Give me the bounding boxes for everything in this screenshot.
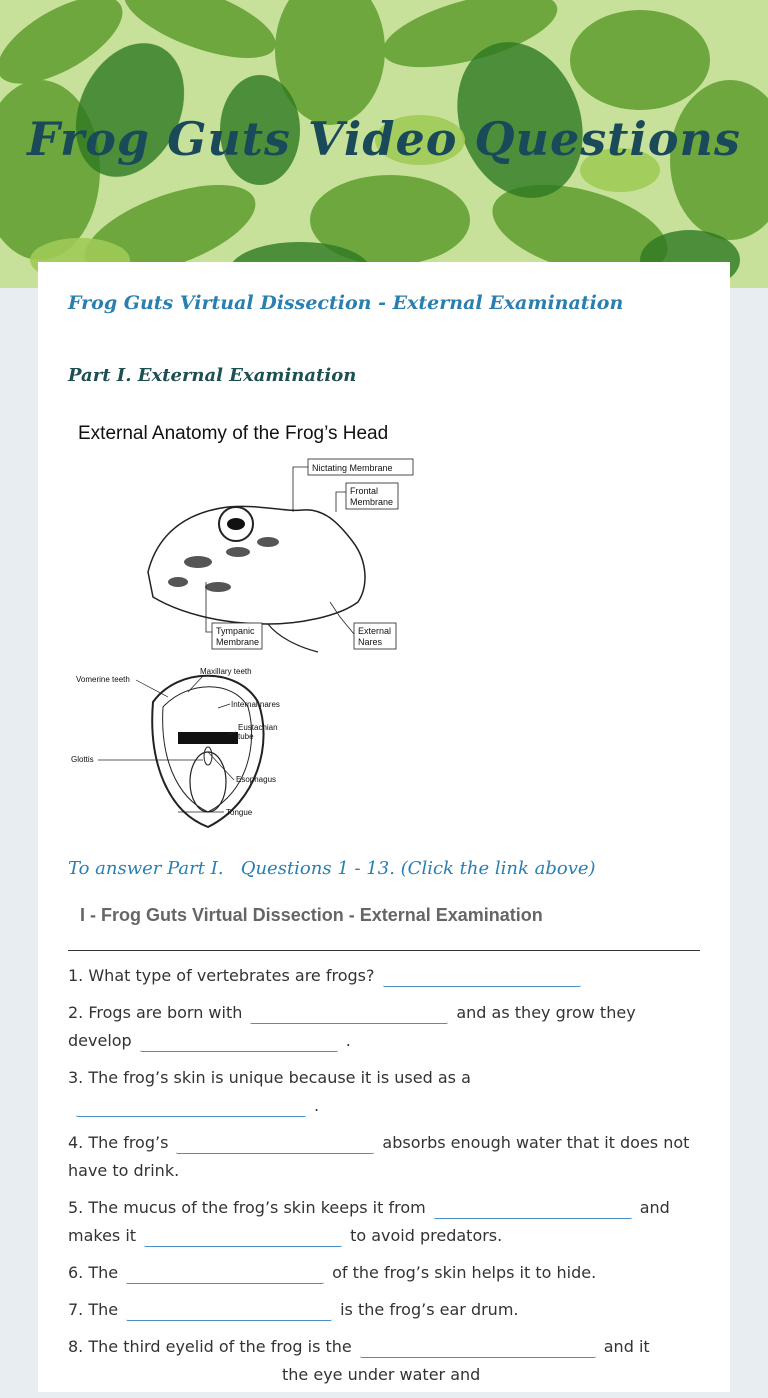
question-text: and makes it [68,1198,670,1245]
label-internal-nares: Internal nares [231,700,280,709]
label-frontal-line2: Membrane [350,497,394,507]
question-list [68,962,700,1398]
label-esophagus: Esophagus [236,775,277,784]
frog-spot [168,577,188,587]
question-7 [68,1296,700,1324]
label-glottis: Glottis [71,755,94,764]
question-text: . [345,1031,351,1050]
label-external-line1: External [358,626,392,636]
answer-blank-8[interactable] [360,1337,596,1358]
part-heading: Part I. External Examination [68,365,357,386]
question-text: 7. The [68,1300,119,1319]
question-3 [68,1064,700,1120]
frog-spot [257,537,279,547]
label-tympanic-line2: Membrane [216,637,260,647]
label-tympanic-line1: Tympanic [216,626,255,636]
question-text: of the frog’s skin helps it to hide. [332,1263,597,1282]
leader-line [293,467,308,512]
question-4 [68,1129,700,1185]
answer-blank-2b[interactable] [140,1031,338,1052]
answer-blank-5a[interactable] [434,1198,632,1219]
answer-blank-6[interactable] [126,1263,324,1284]
frog-head-anatomy-diagram [68,412,448,852]
frog-spot [205,582,231,592]
question-5 [68,1194,700,1250]
question-text: 4. The frog’s [68,1133,169,1152]
frog-spot [184,556,212,568]
question-text: 8. The third eyelid of the frog is the [68,1337,352,1356]
leader-line [136,680,168,697]
question-8 [68,1333,700,1389]
question-text: the eye under water and [282,1365,481,1384]
answer-blank-1[interactable] [383,966,581,987]
frog-mouth-outline [152,676,263,827]
question-text: absorbs enough water that it does not have to drink. [68,1133,690,1180]
label-frontal-line1: Frontal [350,486,379,496]
label-eustachian-line1: Eustachian [238,723,278,732]
diagram-title: External Anatomy of the Frog’s Head [78,423,389,444]
worksheet-card [38,262,730,1392]
answer-instructions: To answer Part I. Questions 1 - 13. (Click the link above) [68,858,596,879]
frog-spot [226,547,250,557]
frog-tongue [190,752,226,812]
frog-glottis [204,747,212,765]
worksheet-heading: Frog Guts Virtual Dissection - External Examination [68,292,624,314]
label-external-line2: Nares [358,637,383,647]
label-tongue: Tongue [226,808,253,817]
answer-blank-3[interactable] [76,1096,306,1117]
question-text: to avoid predators. [350,1226,503,1245]
label-maxillary-teeth: Maxillary teeth [200,667,252,676]
answer-blank-4[interactable] [176,1133,374,1154]
leader-line [336,492,346,512]
label-nictating-membrane: Nictating Membrane [312,463,393,473]
question-text: 2. Frogs are born with [68,1003,243,1022]
question-text: 5. The mucus of the frog’s skin keeps it from [68,1198,426,1217]
question-text: and it [603,1337,650,1356]
answer-blank-2a[interactable] [250,1003,448,1024]
divider [68,950,700,951]
question-6 [68,1259,700,1287]
question-1 [68,962,700,990]
label-eustachian-line2: tube [238,732,254,741]
question-text: 6. The [68,1263,119,1282]
frog-eustachian-band [178,732,238,744]
frog-pupil [227,518,245,530]
leader-line [208,752,234,780]
leader-line [218,704,230,708]
frog-throat-outline [268,624,318,652]
question-text: is the frog’s ear drum. [340,1300,519,1319]
question-text: . [314,1096,320,1115]
answer-blank-7[interactable] [126,1300,332,1321]
label-vomerine-teeth: Vomerine teeth [76,675,130,684]
question-text: and as they grow they develop [68,1003,636,1050]
question-text: 1. What type of vertebrates are frogs? [68,966,375,985]
header-banner [0,0,768,288]
question-text: 3. The frog’s skin is unique because it is used as a [68,1068,471,1087]
page-title: Frog Guts Video Questions [27,112,741,166]
question-2 [68,999,700,1055]
section-title: I - Frog Guts Virtual Dissection - External Examination [80,905,543,925]
answer-blank-5b[interactable] [144,1226,342,1247]
